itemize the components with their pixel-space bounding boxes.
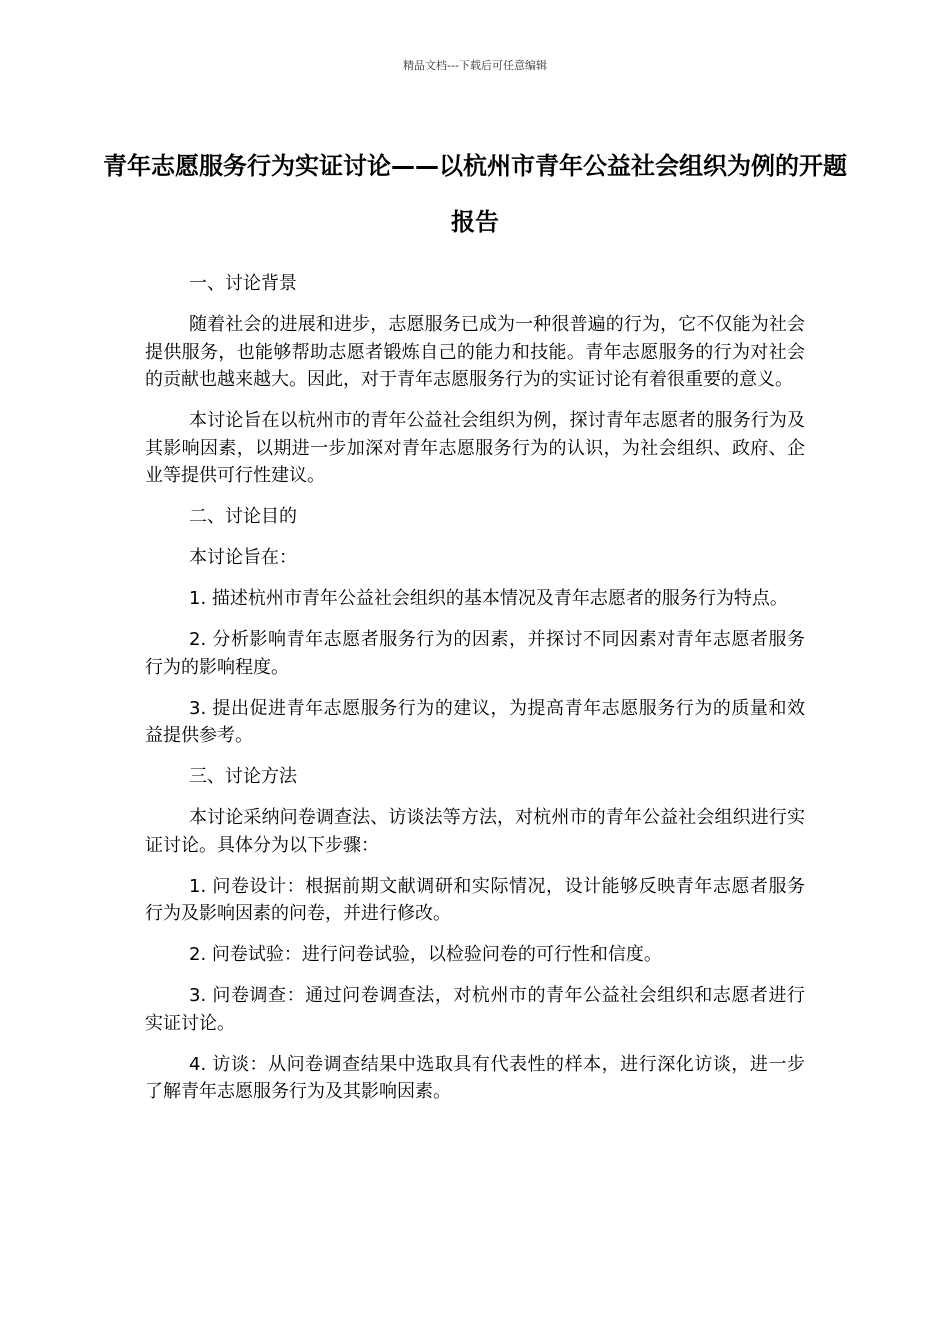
page-header: 精品文档---下载后可任意编辑 [403,59,547,72]
paragraph: 本讨论采纳问卷调查法、访谈法等方法，对杭州市的青年公益社会组织进行实证讨论。具体分为以下步骤： [145,807,805,856]
list-item: 1. 问卷设计：根据前期文献调研和实际情况，设计能够反映青年志愿者服务行为及影响因素的问卷，并进行修改。 [145,875,805,924]
section-heading-background: 一、讨论背景 [189,273,297,294]
document-title: 青年志愿服务行为实证讨论——以杭州市青年公益社会组织为例的开题报告 [103,152,847,236]
paragraph: 本讨论旨在以杭州市的青年公益社会组织为例，探讨青年志愿者的服务行为及其影响因素，以期进一步加深对青年志愿服务行为的认识，为社会组织、政府、企业等提供可行性建议。 [145,410,805,486]
list-item: 1. 描述杭州市青年公益社会组织的基本情况及青年志愿者的服务行为特点。 [189,588,788,609]
document-body [145,270,805,1119]
list-item: 3. 问卷调查：通过问卷调查法，对杭州市的青年公益社会组织和志愿者进行实证讨论。 [145,985,805,1034]
list-item: 3. 提出促进青年志愿服务行为的建议，为提高青年志愿服务行为的质量和效益提供参考。 [145,697,805,746]
list-item: 4. 访谈：从问卷调查结果中选取具有代表性的样本，进行深化访谈，进一步了解青年志愿服务行为及其影响因素。 [145,1053,805,1102]
list-item: 2. 分析影响青年志愿者服务行为的因素，并探讨不同因素对青年志愿者服务行为的影响程度。 [145,629,805,678]
list-item: 2. 问卷试验：进行问卷试验，以检验问卷的可行性和信度。 [189,944,662,965]
paragraph: 随着社会的进展和进步，志愿服务已成为一种很普遍的行为，它不仅能为社会提供服务，也能够帮助志愿者锻炼自己的能力和技能。青年志愿服务的行为对社会的贡献也越来越大。因此，对于青年志愿服务行为的实证讨论有着很重要的意义。 [145,314,805,390]
section-heading-purpose: 二、讨论目的 [189,506,297,527]
section-heading-method: 三、讨论方法 [189,766,297,787]
paragraph: 本讨论旨在： [189,547,297,568]
